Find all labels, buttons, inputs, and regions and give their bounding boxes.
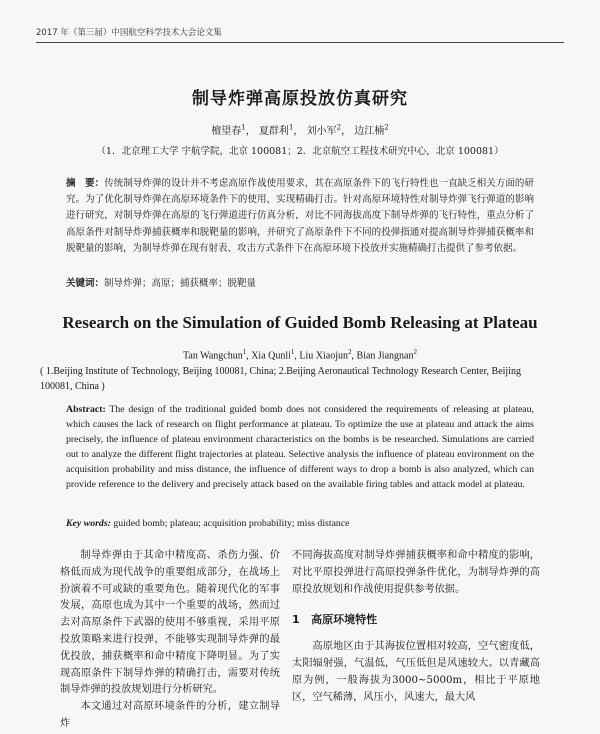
header-rule [36, 42, 564, 43]
cn-author: 檀望春 [211, 126, 242, 137]
chinese-authors: 檀望春$^1$， 夏群利$^1$， 刘小军$^2$， 边江楠$^2$ [211, 123, 389, 137]
keywords-text-en: guided bomb; plateau; acquisition probability; miss distance [113, 518, 350, 529]
abstract-label-en: Abstract: [66, 404, 106, 415]
abstract-text-en: The design of the traditional guided bomb does not considered the requirements of releasing at plateau, which causes the lack of research on flight performance at plateau. To optimize the use at plateau and attack the aims precisely, the influence of plateau environment characteristics on the bombs is be researched. Simulations are carried out to analyze the different flight trajectories at plateau. Selective analysis the influence of plateau environment on the acquisition probability and miss distance, the influence of different ways to drop a bomb is also analyzed, which can provide reference to the delivery and precisely attack based on the available firing tables and attack model at plateau. [66, 404, 534, 491]
english-title: Research on the Simulation of Guided Bomb Releasing at Plateau [62, 313, 538, 332]
body-right-column [292, 548, 540, 706]
en-author: Xia Qunli [251, 350, 291, 362]
en-author-sup: 2 [348, 348, 352, 356]
chinese-affiliation: （1．北京理工大学 宇航学院，北京 100081；2．北京航空工程技术研究中心，北京 100081） [96, 146, 504, 157]
running-header: 2017 年（第三届）中国航空科学技术大会论文集 [36, 28, 222, 38]
cn-author-sup: 1 [288, 123, 294, 132]
body-paragraph: 不同海拔高度对制导炸弹捕获概率和命中精度的影响，对比平原投弹进行高原投弹条件优化，为制导炸弹的高原投放规划和作战使用提供参考依据。 [292, 550, 540, 595]
english-authors: Tan Wangchun$^1$, Xia Qunli$^1$, Liu Xiaojun$^2$, Bian Jiangnan$^2$ [183, 348, 417, 362]
chinese-abstract [66, 176, 534, 257]
body-paragraph: 制导炸弹由于其命中精度高、杀伤力强、价格低而成为现代战争的重要组成部分，在战场上扮演着不可或缺的重要角色。随着现代化的军事发展，高原也成为其中一个重要的战场，然而过去对高原条件下武器的使用不够重视，采用平原投放策略来进行投弹，不能够实现制导炸弹的最优投放，捕获概率和命中精度下降明显。为了实现高原条件下制导炸弹的精确打击，需要对传统制导炸弹的投放规划进行分析研究。 [60, 550, 280, 696]
cn-author-sup: 2 [336, 123, 342, 132]
section-title: 高原环境特性 [311, 613, 378, 627]
body-left-column [60, 548, 280, 733]
chinese-title: 制导炸弹高原投放仿真研究 [192, 89, 408, 109]
section-number: 1 [292, 613, 300, 627]
section-heading [292, 612, 540, 629]
english-keywords [66, 518, 534, 529]
en-author: Liu Xiaojun [299, 350, 349, 362]
keywords-label-cn: 关键词： [66, 278, 105, 289]
cn-author: 边江楠 [354, 126, 385, 137]
keywords-label-en: Key words: [66, 518, 111, 529]
keywords-text-cn: 制导炸弹；高原；捕获概率；脱靶量 [104, 278, 257, 289]
chinese-keywords [66, 275, 534, 289]
body-paragraph: 高原地区由于其海拔位置相对较高，空气密度低，太阳辐射强，气温低，气压低但是风速较大。以青藏高原为例，一般海拔为3000~5000m，相比于平原地区，空气稀薄，风压小，风速大，最大风 [292, 641, 540, 703]
cn-author: 刘小军 [306, 126, 337, 137]
en-author-sup: 1 [242, 348, 247, 356]
en-author: Bian Jiangnan [356, 350, 414, 362]
en-author: Tan Wangchun [183, 350, 243, 362]
english-affiliation: ( 1.Beijing Institute of Technology, Beijing 100081, China; 2.Beijing Aeronautical Technology Research Center, Beijing 100081, China ) [40, 366, 521, 392]
abstract-label-cn: 摘 要： [66, 178, 105, 189]
cn-author-sup: 2 [384, 123, 389, 132]
en-author-sup: 1 [290, 348, 295, 356]
cn-author-sup: 1 [241, 123, 246, 132]
english-abstract [66, 402, 534, 493]
abstract-text-cn: 传统制导炸弹的设计并不考虑高原作战使用要求，其在高原条件下的飞行特性也一直缺乏相关方面的研究。为了优化制导炸弹在高原环境条件下的使用，实现精确打击。针对高原环境特性对制导炸弹飞行弹道的影响进行研究，对制导炸弹在高原的飞行弹道进行仿真分析，对比不同海拔高度下制导炸弹的飞行特性，重点分析了高原条件对制导炸弹捕获概率和脱靶量的影响，并研究了高原条件下不同的投弹指通对提高制导炸弹捕获概率和脱靶量的影响，为制导炸弹在现有射表、攻击方式条件下在高原环境下投放并实施精确打击提供了参考依据。 [66, 178, 534, 254]
en-author-sup: 2 [413, 348, 417, 356]
body-paragraph: 本文通过对高原环境条件的分析，建立制导炸 [60, 701, 280, 729]
cn-author: 夏群利 [258, 126, 289, 137]
